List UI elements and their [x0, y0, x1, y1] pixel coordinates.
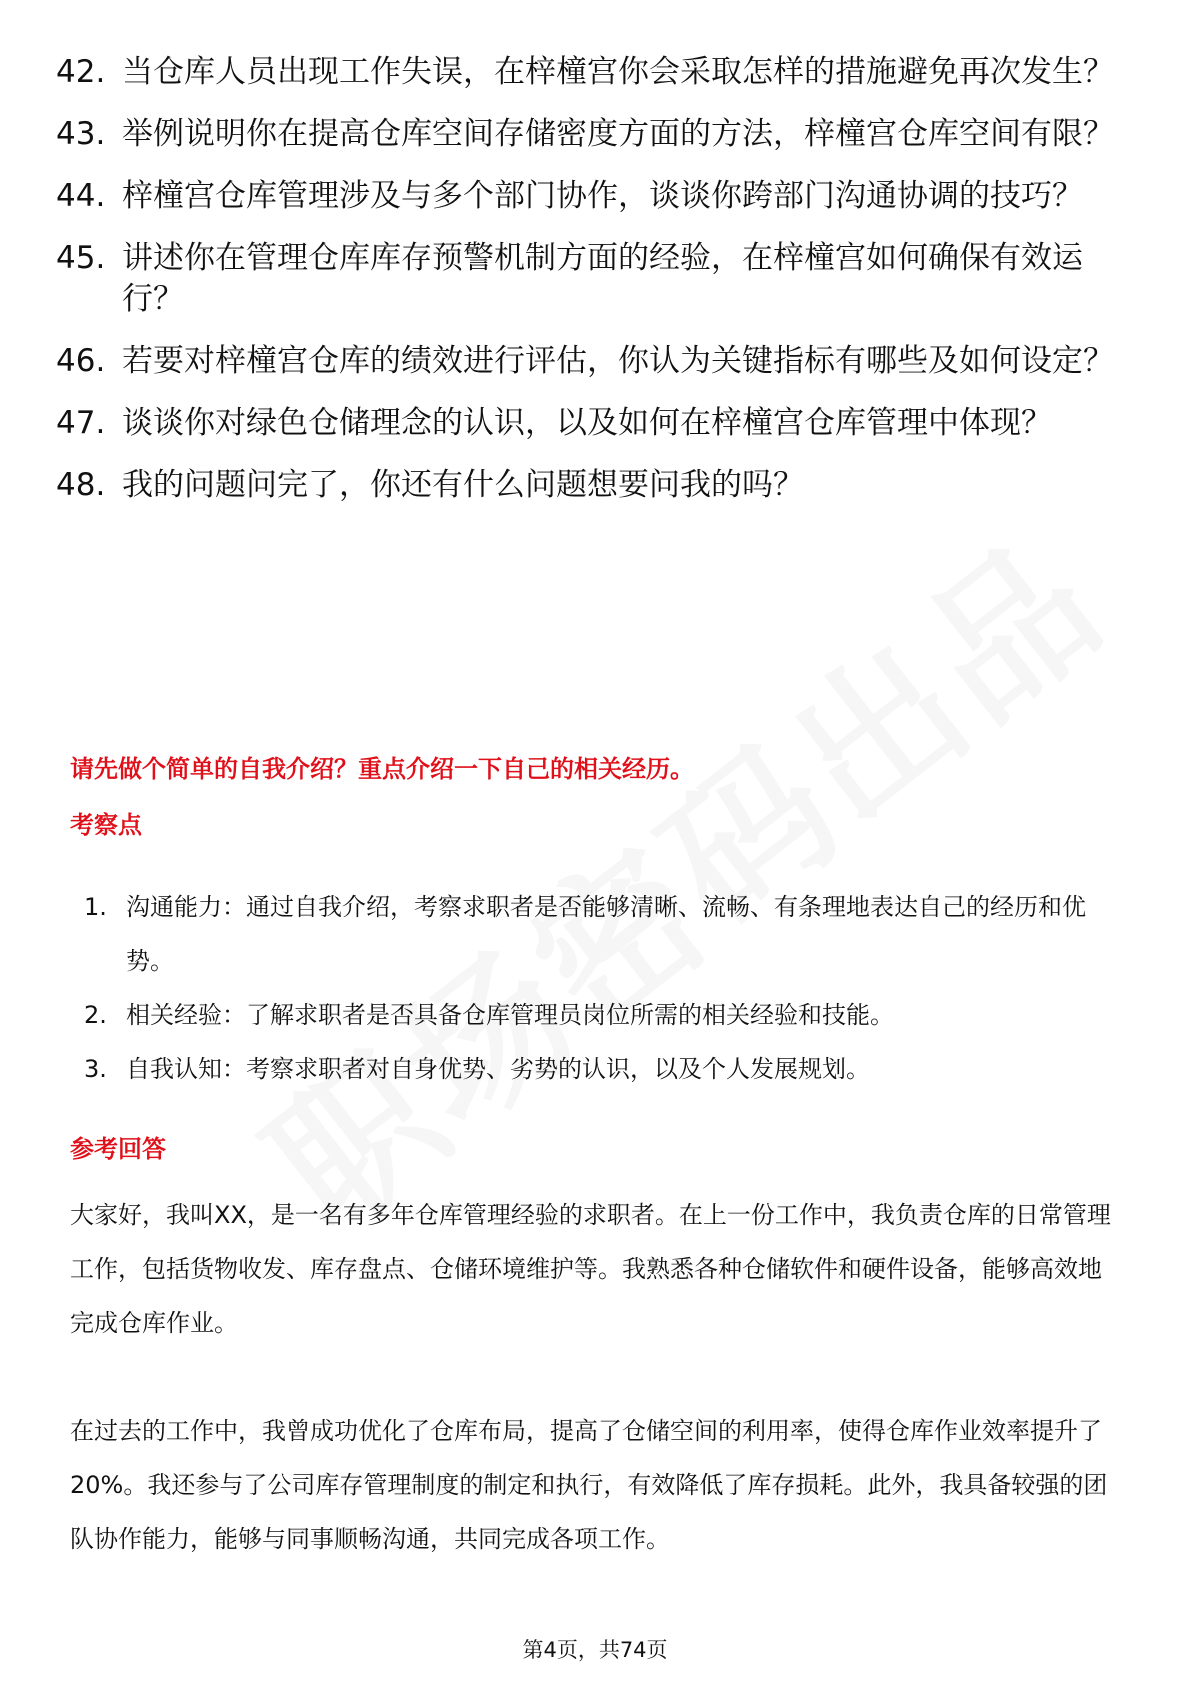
featured-question-heading: 请先做个简单的自我介绍？重点介绍一下自己的相关经历。 — [70, 755, 694, 783]
list-item — [56, 114, 1116, 155]
answer-paragraph: 大家好，我叫XX，是一名有多年仓库管理经验的求职者。在上一份工作中，我负责仓库的日常管理工作，包括货物收发、库存盘点、仓储环境维护等。我熟悉各种仓储软件和硬件设备，能够高效地完成仓库作业。 — [70, 1201, 1111, 1337]
reference-answer-heading: 参考回答 — [70, 1135, 166, 1163]
list-item — [56, 176, 1116, 217]
question-number: 48. — [56, 467, 106, 503]
assessment-points — [84, 880, 1124, 1096]
point-number: 3. — [84, 1055, 107, 1083]
point-text: 相关经验：了解求职者是否具备仓库管理员岗位所需的相关经验和技能。 — [126, 1001, 894, 1029]
point-number: 1. — [84, 893, 107, 921]
question-text: 谈谈你对绿色仓储理念的认识，以及如何在梓橦宫仓库管理中体现？ — [122, 405, 1052, 441]
watermark — [215, 478, 1141, 1272]
list-item — [84, 1042, 1124, 1096]
list-item — [56, 341, 1116, 382]
assessment-heading: 考察点 — [70, 811, 142, 839]
question-number: 45. — [56, 240, 106, 276]
question-list — [56, 52, 1116, 527]
question-text: 梓橦宫仓库管理涉及与多个部门协作，谈谈你跨部门沟通协调的技巧？ — [122, 178, 1083, 214]
point-text: 沟通能力：通过自我介绍，考察求职者是否能够清晰、流畅、有条理地表达自己的经历和优势。 — [126, 893, 1086, 975]
question-number: 43. — [56, 116, 106, 152]
list-item — [56, 52, 1116, 93]
question-text: 讲述你在管理仓库库存预警机制方面的经验，在梓橦宫如何确保有效运行？ — [122, 240, 1083, 317]
list-item — [84, 988, 1124, 1042]
question-number: 46. — [56, 343, 106, 379]
list-item — [56, 238, 1116, 320]
list-item — [56, 403, 1116, 444]
question-text: 当仓库人员出现工作失误，在梓橦宫你会采取怎样的措施避免再次发生？ — [122, 54, 1114, 90]
answer-paragraph: 在过去的工作中，我曾成功优化了仓库布局，提高了仓储空间的利用率，使得仓库作业效率提升了20%。我还参与了公司库存管理制度的制定和执行，有效降低了库存损耗。此外，我具备较强的团队协作能力，能够与同事顺畅沟通，共同完成各项工作。 — [70, 1417, 1108, 1553]
question-number: 44. — [56, 178, 106, 214]
question-number: 47. — [56, 405, 106, 441]
question-text: 我的问题问完了，你还有什么问题想要问我的吗？ — [122, 467, 804, 503]
question-number: 42. — [56, 54, 106, 90]
question-text: 若要对梓橦宫仓库的绩效进行评估，你认为关键指标有哪些及如何设定？ — [122, 343, 1114, 379]
question-text: 举例说明你在提高仓库空间存储密度方面的方法，梓橦宫仓库空间有限？ — [122, 116, 1114, 152]
point-number: 2. — [84, 1001, 107, 1029]
point-text: 自我认知：考察求职者对自身优势、劣势的认识，以及个人发展规划。 — [126, 1055, 870, 1083]
list-item — [84, 880, 1124, 988]
page-number: 第4页，共74页 — [522, 1638, 668, 1662]
list-item — [56, 465, 1116, 506]
